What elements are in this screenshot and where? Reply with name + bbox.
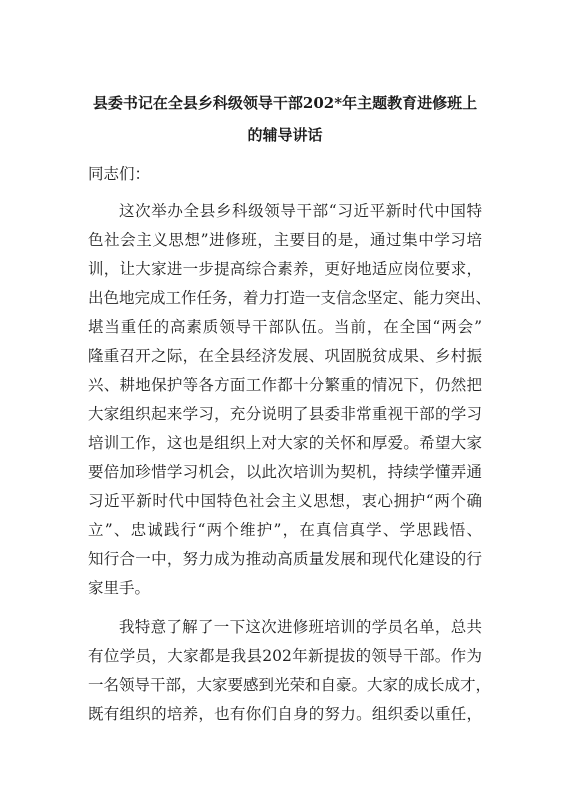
- paragraph-1-line: 大家组织起来学习，充分说明了县委非常重视干部的学习: [88, 405, 482, 423]
- paragraph-1-line: 习近平新时代中国特色社会主义思想，衷心拥护“两个确: [88, 492, 482, 510]
- paragraph-1-line: 家里手。: [88, 579, 151, 597]
- document-title-line-1: 县委书记在全县乡科级领导干部202*年主题教育进修班上: [92, 94, 478, 112]
- paragraph-1-line: 兴、耕地保护等各方面工作都十分繁重的情况下，仍然把: [88, 376, 482, 394]
- paragraph-2-line: 有位学员，大家都是我县202年新提拔的领导干部。作为: [88, 647, 482, 665]
- paragraph-2-line: 我特意了解了一下这次进修班培训的学员名单，总共: [119, 618, 482, 636]
- greeting: 同志们：: [88, 165, 151, 183]
- document-title-line-2: 的辅导讲话: [247, 126, 323, 144]
- paragraph-1-line: 这次举办全县乡科级领导干部“习近平新时代中国特: [119, 202, 482, 220]
- paragraph-1-line: 培训工作，这也是组织上对大家的关怀和厚爱。希望大家: [88, 434, 482, 452]
- paragraph-1-line: 立”、忠诚践行“两个维护”，在真信真学、学思践悟、: [88, 521, 482, 539]
- paragraph-1-line: 出色地完成工作任务，着力打造一支信念坚定、能力突出、: [88, 289, 492, 307]
- paragraph-2-line: 既有组织的培养，也有你们自身的努力。组织委以重任，: [88, 705, 482, 723]
- paragraph-1-line: 知行合一中，努力成为推动高质量发展和现代化建设的行: [88, 550, 482, 568]
- paragraph-1-line: 色社会主义思想”进修班，主要目的是，通过集中学习培: [88, 231, 482, 249]
- paragraph-1-line: 训，让大家进一步提高综合素养，更好地适应岗位要求，: [88, 260, 482, 278]
- paragraph-1-line: 堪当重任的高素质领导干部队伍。当前，在全国“两会”: [88, 318, 482, 336]
- paragraph-1-line: 隆重召开之际，在全县经济发展、巩固脱贫成果、乡村振: [88, 347, 482, 365]
- paragraph-1-line: 要倍加珍惜学习机会，以此次培训为契机，持续学懂弄通: [88, 463, 482, 481]
- paragraph-2-line: 一名领导干部，大家要感到光荣和自豪。大家的成长成才，: [88, 676, 492, 694]
